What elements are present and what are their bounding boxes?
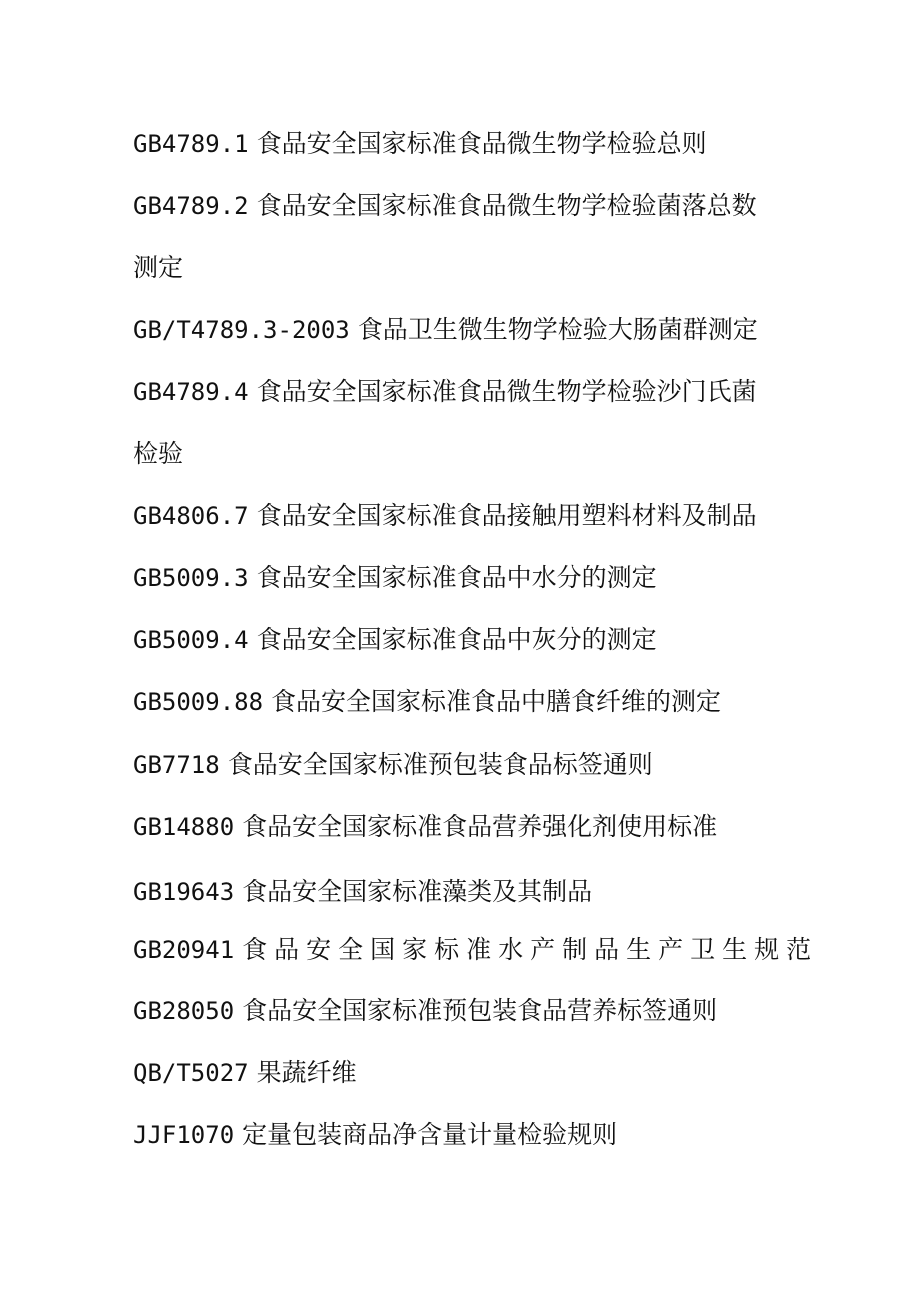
standard-code: GB5009.88 bbox=[133, 688, 264, 716]
standard-entry bbox=[133, 991, 717, 1031]
standard-entry bbox=[133, 496, 757, 536]
standard-title: 食品安全国家标准预包装食品营养标签通则 bbox=[242, 996, 718, 1025]
standard-entry bbox=[133, 186, 757, 226]
standard-title: 食品安全国家标准预包装食品标签通则 bbox=[227, 750, 653, 779]
standard-title: 食品卫生微生物学检验大肠菌群测定 bbox=[357, 315, 758, 344]
standard-code: GB4789.2 bbox=[133, 192, 249, 220]
standard-title: 食品安全国家标准食品中灰分的测定 bbox=[256, 625, 657, 654]
standard-title: 定量包装商品净含量计量检验规则 bbox=[242, 1120, 618, 1149]
standard-code: QB/T5027 bbox=[133, 1059, 249, 1087]
standard-title: 食品安全国家标准食品微生物学检验沙门氏菌 bbox=[256, 377, 757, 406]
standard-entry bbox=[133, 1053, 357, 1093]
standard-code: GB14880 bbox=[133, 813, 235, 841]
standard-entry bbox=[133, 930, 818, 970]
standard-entry bbox=[133, 682, 721, 722]
standard-entry bbox=[133, 620, 657, 660]
standard-code: GB7718 bbox=[133, 751, 220, 779]
standard-code: GB4789.1 bbox=[133, 130, 249, 158]
standard-entry bbox=[133, 807, 717, 847]
standard-title: 食品安全国家标准食品中膳食纤维的测定 bbox=[271, 687, 722, 716]
standard-code: GB/T4789.3-2003 bbox=[133, 316, 350, 344]
standard-title: 食品安全国家标准食品接触用塑料材料及制品 bbox=[256, 501, 757, 530]
standard-title: 测定 bbox=[133, 253, 184, 282]
standard-title: 食品安全国家标准食品微生物学检验总则 bbox=[256, 129, 707, 158]
standard-title: 食品安全国家标准藻类及其制品 bbox=[242, 877, 593, 906]
standard-code: GB4789.4 bbox=[133, 378, 249, 406]
standard-entry bbox=[133, 372, 757, 412]
standard-code: GB4806.7 bbox=[133, 502, 249, 530]
standard-entry bbox=[133, 1115, 617, 1155]
standard-entry bbox=[133, 745, 653, 785]
standard-title: 检验 bbox=[133, 439, 184, 468]
standard-code: GB19643 bbox=[133, 878, 235, 906]
standard-code: JJF1070 bbox=[133, 1121, 235, 1149]
standard-title: 食品安全国家标准食品营养强化剂使用标准 bbox=[242, 812, 718, 841]
standard-code: GB20941 bbox=[133, 936, 235, 964]
standard-entry bbox=[133, 558, 657, 598]
standard-entry bbox=[133, 310, 758, 350]
standard-title: 食品安全国家标准食品中水分的测定 bbox=[256, 563, 657, 592]
standard-code: GB28050 bbox=[133, 997, 235, 1025]
standard-entry bbox=[133, 872, 592, 912]
standard-entry-continuation bbox=[133, 434, 183, 474]
standard-title: 食品安全国家标准食品微生物学检验菌落总数 bbox=[256, 191, 757, 220]
standard-entry-continuation bbox=[133, 248, 183, 288]
standard-title: 果蔬纤维 bbox=[256, 1058, 357, 1087]
standard-title: 食品安全国家标准水产制品生产卫生规范 bbox=[242, 935, 819, 964]
standard-entry bbox=[133, 124, 707, 164]
standard-code: GB5009.3 bbox=[133, 564, 249, 592]
standard-code: GB5009.4 bbox=[133, 626, 249, 654]
